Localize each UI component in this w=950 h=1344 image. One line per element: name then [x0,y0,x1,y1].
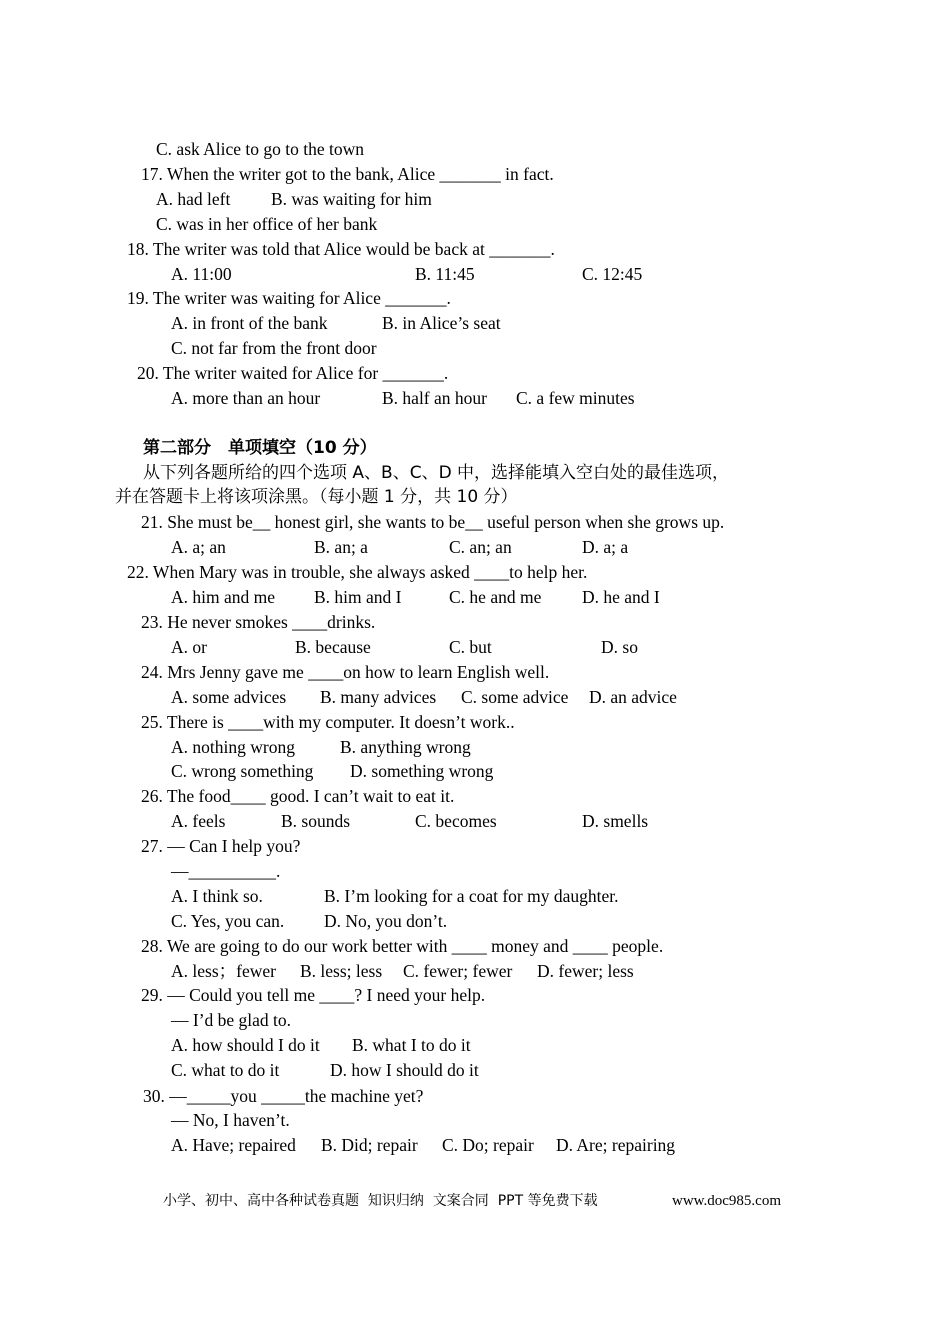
q19-option-b: B. in Alice’s seat [382,313,501,333]
q18-option-c: C. 12:45 [582,264,643,284]
q28-option-a: A. less；fewer [171,961,276,981]
section-heading: 第二部分 单项填空（10 分） [143,438,377,458]
q30-stem: 30. —_____you _____the machine yet? [143,1086,424,1106]
q21-option-a: A. a; an [171,537,226,557]
q27-reply: —__________. [171,861,281,881]
q25-option-d: D. something wrong [350,761,494,781]
q18-option-a: A. 11:00 [171,264,232,284]
q21-option-b: B. an; a [314,537,368,557]
q19-option-a: A. in front of the bank [171,313,328,333]
q20-option-c: C. a few minutes [516,388,635,408]
q24-stem: 24. Mrs Jenny gave me ____on how to learn English well. [141,662,550,682]
q21-stem: 21. She must be__ honest girl, she wants to be__ useful person when she grows up. [141,512,725,532]
q18-option-b: B. 11:45 [415,264,475,284]
instructions-line-1: 从下列各题所给的四个选项 A、B、C、D 中，选择能填入空白处的最佳选项， [143,463,730,483]
q27-option-d: D. No, you don’t. [324,911,448,931]
q30-option-c: C. Do; repair [442,1135,534,1155]
q19-option-c: C. not far from the front door [171,338,377,358]
q28-option-d: D. fewer; less [537,961,634,981]
q25-option-a: A. nothing wrong [171,737,295,757]
q21-option-d: D. a; a [582,537,629,557]
q27-option-c: C. Yes, you can. [171,911,285,931]
q17-option-a: A. had left [156,189,231,209]
q27-option-b: B. I’m looking for a coat for my daughter. [324,886,619,906]
q20-stem: 20. The writer waited for Alice for _______. [137,363,449,383]
q24-option-c: C. some advice [461,687,569,707]
q22-option-b: B. him and I [314,587,402,607]
q16-option-c: C. ask Alice to go to the town [156,139,365,159]
q28-option-b: B. less; less [300,961,383,981]
footer-url[interactable]: www.doc985.com [672,1193,782,1209]
q23-option-d: D. so [601,637,638,657]
q17-option-c: C. was in her office of her bank [156,214,378,234]
q17-stem: 17. When the writer got to the bank, Alice _______ in fact. [141,164,554,184]
q23-option-a: A. or [171,637,207,657]
footer-text: 小学、初中、高中各种试卷真题 知识归纳 文案合同 PPT 等免费下载 [163,1193,598,1209]
q30-option-b: B. Did; repair [321,1135,418,1155]
q19-stem: 19. The writer was waiting for Alice _______. [127,288,451,308]
q24-option-a: A. some advices [171,687,287,707]
q29-option-d: D. how I should do it [330,1060,479,1080]
q29-option-b: B. what I to do it [352,1035,471,1055]
q22-option-a: A. him and me [171,587,276,607]
q22-option-c: C. he and me [449,587,542,607]
q24-option-b: B. many advices [320,687,437,707]
q27-option-a: A. I think so. [171,886,263,906]
q26-option-c: C. becomes [415,811,497,831]
q25-stem: 25. There is ____with my computer. It doesn’t work.. [141,712,515,732]
q22-stem: 22. When Mary was in trouble, she always asked ____to help her. [127,562,588,582]
q29-reply: — I’d be glad to. [171,1010,292,1030]
q28-option-c: C. fewer; fewer [403,961,513,981]
q25-option-c: C. wrong something [171,761,314,781]
q26-option-a: A. feels [171,811,226,831]
q26-option-b: B. sounds [281,811,351,831]
q23-option-c: C. but [449,637,492,657]
q30-option-a: A. Have; repaired [171,1135,296,1155]
q29-option-c: C. what to do it [171,1060,280,1080]
q26-option-d: D. smells [582,811,649,831]
q23-option-b: B. because [295,637,371,657]
q20-option-a: A. more than an hour [171,388,321,408]
instructions-line-2: 并在答题卡上将该项涂黑。（每小题 1 分，共 10 分） [115,487,518,507]
q24-option-d: D. an advice [589,687,677,707]
q30-option-d: D. Are; repairing [556,1135,676,1155]
q27-stem: 27. — Can I help you? [141,836,301,856]
q26-stem: 26. The food____ good. I can’t wait to eat it. [141,786,455,806]
q22-option-d: D. he and I [582,587,660,607]
q17-option-b: B. was waiting for him [271,189,432,209]
q29-stem: 29. — Could you tell me ____? I need your help. [141,985,486,1005]
q18-stem: 18. The writer was told that Alice would be back at _______. [127,239,555,259]
q20-option-b: B. half an hour [382,388,487,408]
q25-option-b: B. anything wrong [340,737,471,757]
q28-stem: 28. We are going to do our work better with ____ money and ____ people. [141,936,664,956]
q23-stem: 23. He never smokes ____drinks. [141,612,376,632]
q21-option-c: C. an; an [449,537,512,557]
q29-option-a: A. how should I do it [171,1035,320,1055]
q30-reply: — No, I haven’t. [171,1110,290,1130]
